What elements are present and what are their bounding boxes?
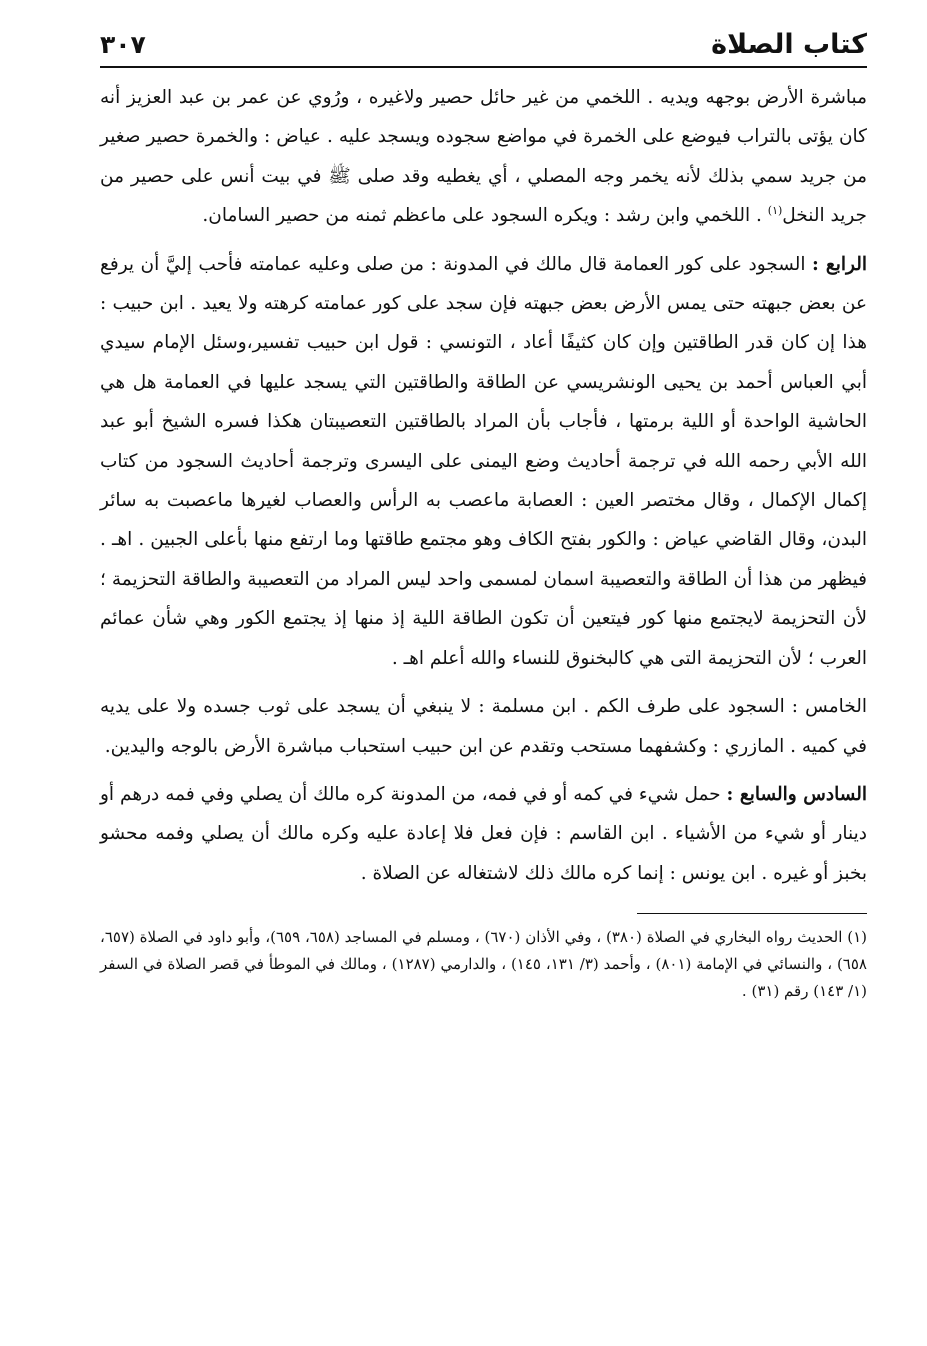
paragraph-text: مباشرة الأرض بوجهه ويديه . اللخمي من غير حائل حصير ولاغيره ، ورُوي عن عمر بن عبد العزيز أنه كان يؤتى بالتراب فيوضع على الخمرة في مواضع سجوده ويسجد عليه . عياض : والخمرة حصير صغير من جريد سمي بذلك لأنه يخمر وجه المصلي ، أي يغطيه وقد صلى ﷺ في بيت أنس على حصير من جريد النخل [100,87,867,227]
section-label: السادس والسابع : [726,783,867,805]
paragraph-text: حمل شيء في كمه أو في فمه، من المدونة كره مالك أن يصلي وفي فمه درهم أو دينار أو شيء من الأشياء . ابن القاسم : فإن فعل فلا إعادة عليه وكره مالك أن يصلي وفمه محشو بخبز أو غيره . ابن يونس : إنما كره مالك ذلك لاشتغاله عن الصلاة . [100,783,867,884]
footnote-reference: (١) [767,204,783,218]
footnote-divider [637,913,867,914]
body-text [100,78,867,893]
book-page [100,22,867,1332]
paragraph-text-after-note: . اللخمي وابن رشد : ويكره السجود على ماعظم ثمنه من حصير السامان. [202,205,768,227]
page-number: ٣٠٧ [100,30,146,59]
paragraph-text: الخامس : السجود على طرف الكم . ابن مسلمة : لا ينبغي أن يسجد على ثوب جسده ولا على يديه في كميه . المازري : وكشفهما مستحب وتقدم عن ابن حبيب استحباب مباشرة الأرض بالوجه واليدين. [100,696,867,757]
paragraph-text: السجود على كور العمامة قال مالك في المدونة : من صلى وعليه عمامته فأحب إليَّ أن يرفع عن بعض جبهته حتى يمس الأرض بعض جبهته فإن سجد على كور عمامته كرهته ولا يعيد . ابن حبيب : هذا إن كان قدر الطاقتين وإن كان كثيفًا أعاد ، التونسي : قول ابن حبيب تفسير،وسئل الإمام سيدي أبي العباس أحمد بن يحيى الونشريسي عن الطاقة والطاقتين التي يسجد عليها في العمامة هل هي الحاشية الواحدة أو اللية برمتها ، فأجاب بأن المراد بالطاقتين التعصيبتان هكذا فسره الشيخ أبو عبد الله الأبي رحمه الله في ترجمة أحاديث وضع اليمنى على اليسرى وترجمة أحاديث السجود من كتاب إكمال الإكمال ، وقال مختصر العين : العصابة ماعصب به الرأس والعصاب لغيرها ماعصبت به سائر البدن، وقال القاضي عياض : والكور بفتح الكاف وهو مجتمع طاقتها وما ارتفع منها بأعلى الجبين . اهـ . فيظهر من هذا أن الطاقة والتعصيبة اسمان لمسمى واحد ليس المراد من التعصيبة والطاقة التحزيمة ؛ لأن التحزيمة لايجتمع منها كور فيتعين أن تكون الطاقة اللية إذ منها إذ يجتمع الكور وهي شأن عمائم العرب ؛ لأن التحزيمة التى هي كالبخنوق للنساء والله أعلم اهـ . [100,253,867,669]
book-title: كتاب الصلاة [711,29,867,60]
footnote: (١) الحديث رواه البخاري في الصلاة (٣٨٠) ، وفي الأذان (٦٧٠) ، ومسلم في المساجد (٦٥٨، ٦٥٩)، وأبو داود في الصلاة (٦٥٧، ٦٥٨) ، والنسائي في الإمامة (٨٠١) ، وأحمد (٣/ ١٣١، ١٤٥) ، والدارمي (١٢٨٧) ، ومالك في الموطأ في قصر الصلاة في السفر (١/ ١٤٣) رقم (٣١) . [100,928,867,1001]
paragraph-fifth [100,687,867,766]
paragraph-fourth [100,245,867,678]
paragraph-sixth-seventh [100,775,867,893]
section-label: الرابع : [812,253,868,275]
paragraph-continuation [100,78,867,236]
running-header [100,22,867,68]
